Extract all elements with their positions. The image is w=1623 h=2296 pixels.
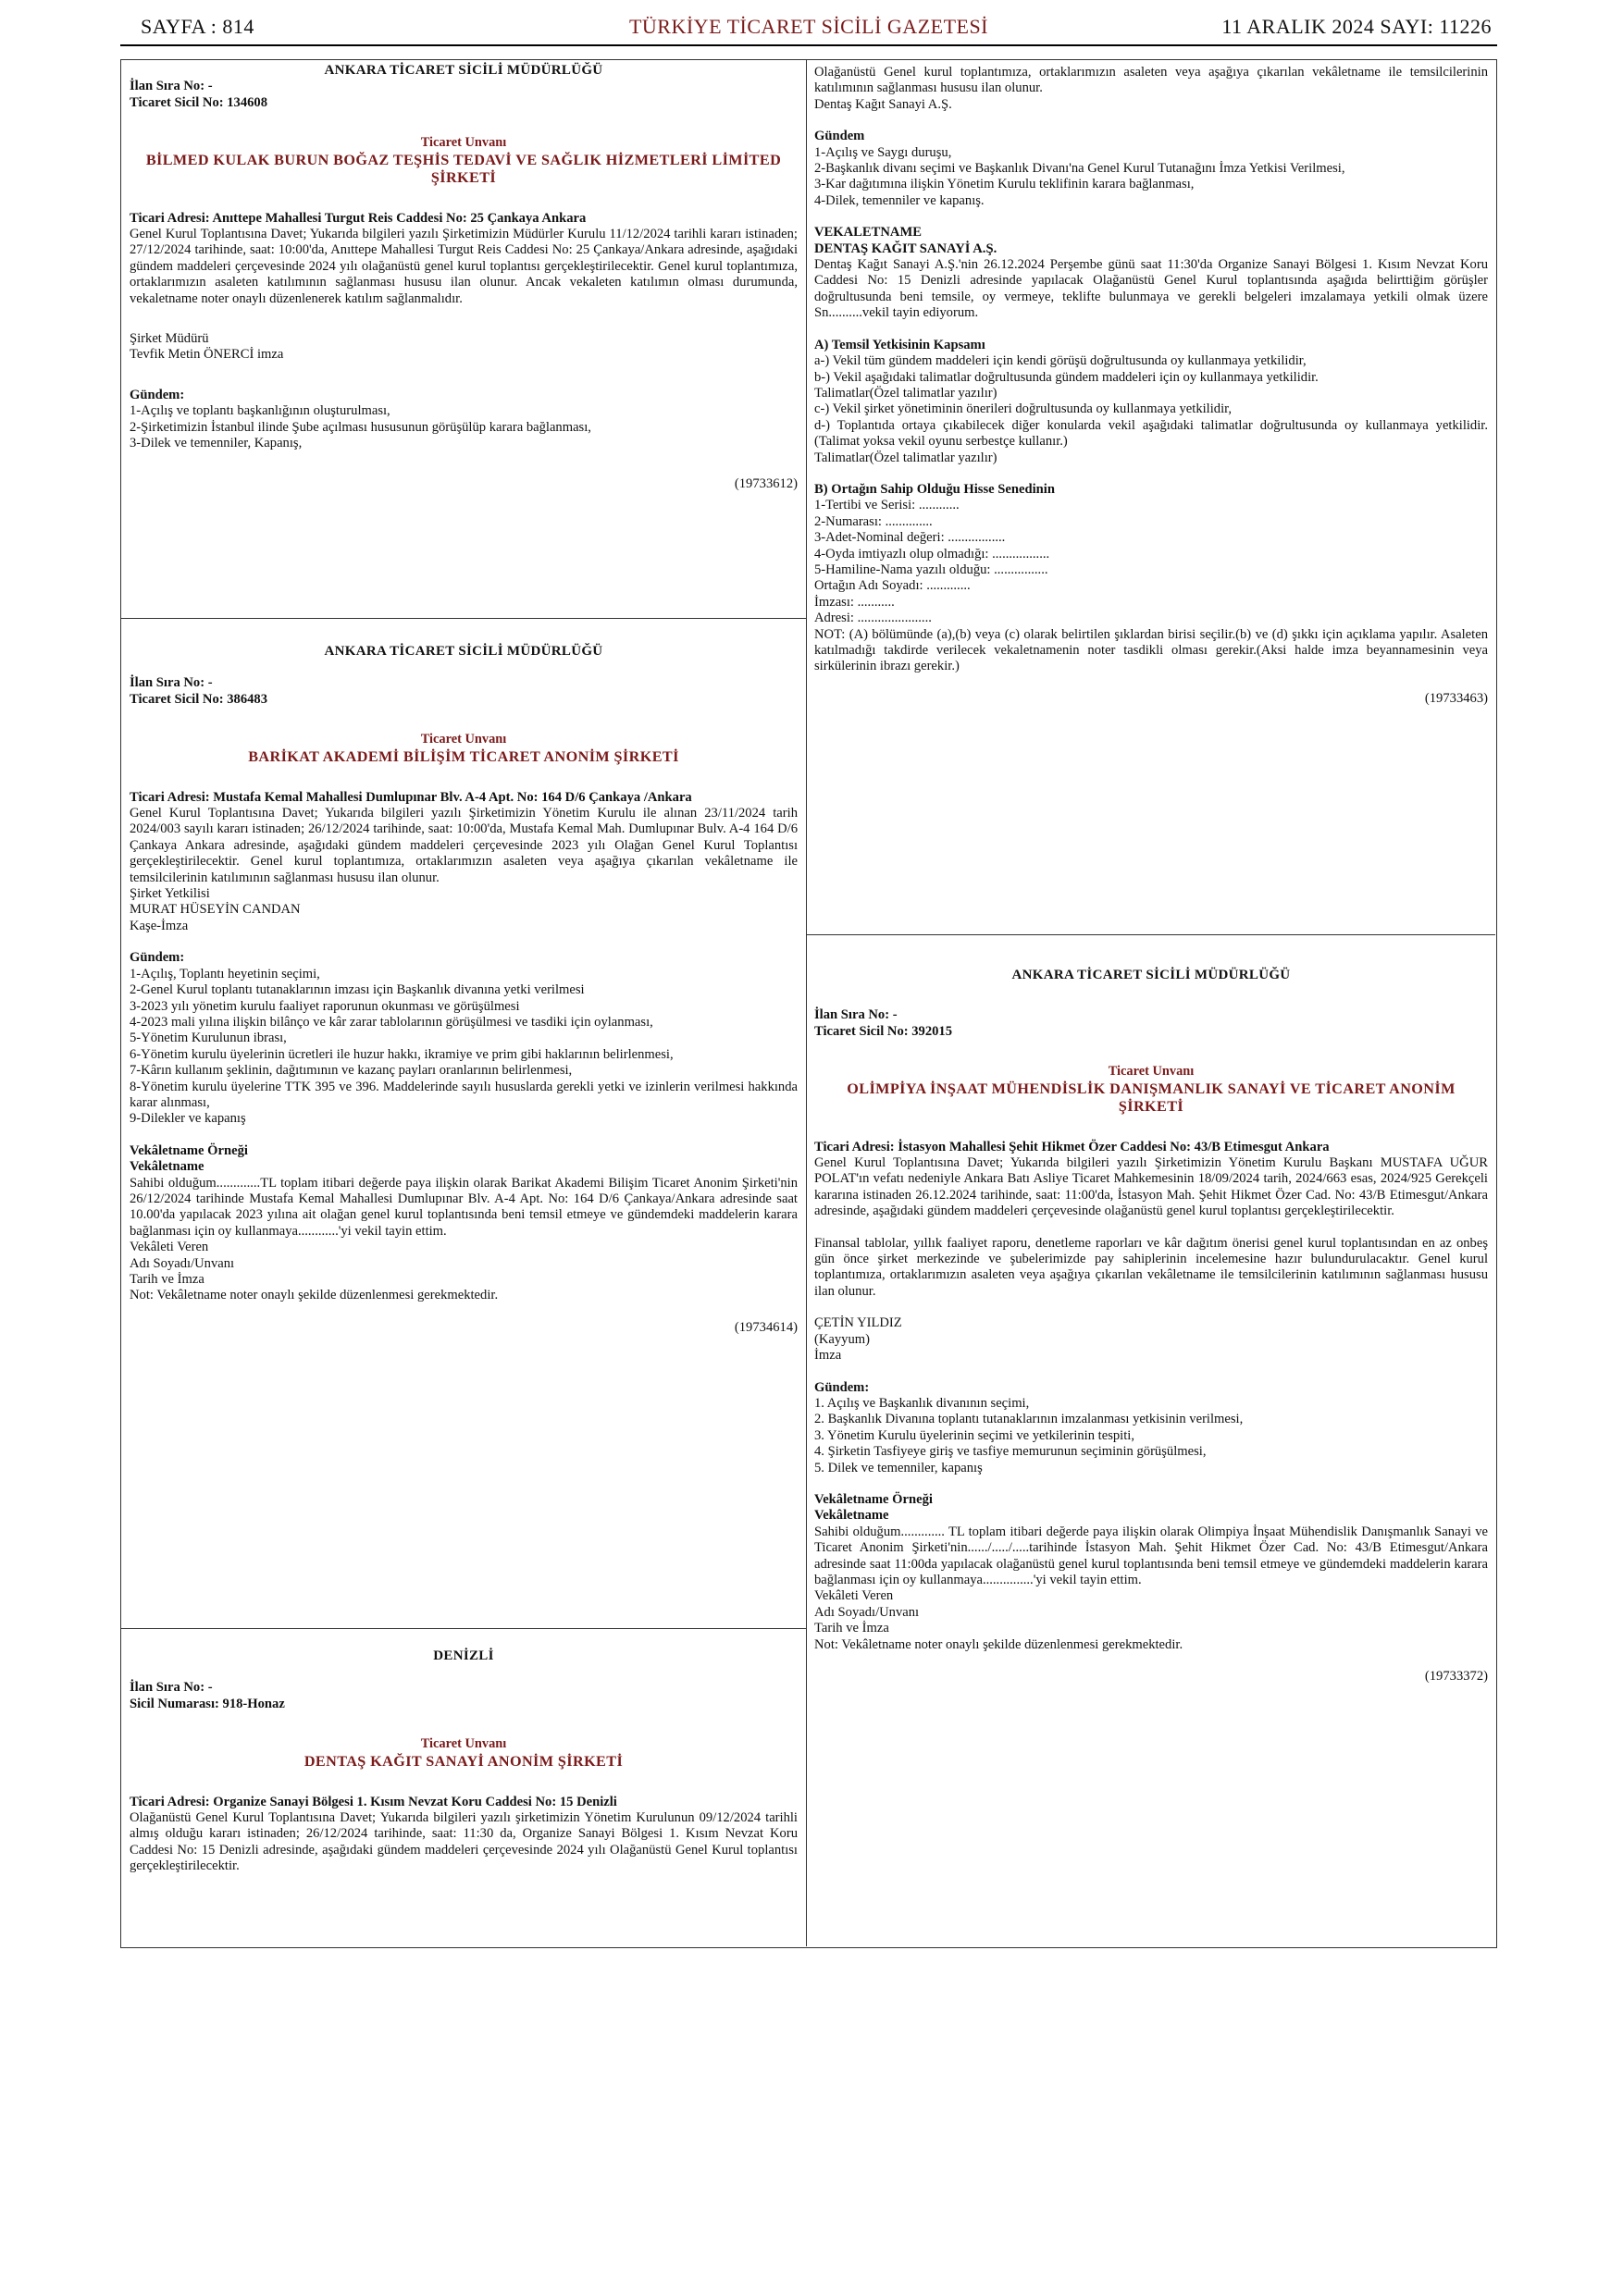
trade-name-label: Ticaret Unvanı xyxy=(1108,1064,1195,1080)
proxy-note: NOT: (A) bölümünde (a),(b) veya (c) olarak belirtilen şıklardan birisi seçilir.(b) ve (d) şıkkı için açıklama yapılır. Asaleten katılmadığı takdirde verilecek vekaletnamenin noter tasdikli olması gerekir.(Aksi halde imza beyannamesinin veya sirkülerinin ibrazı gerekir.) xyxy=(814,626,1488,674)
agenda-item: 1. Açılış ve Başkanlık divanının seçimi, xyxy=(814,1395,1030,1411)
proxy-title: VEKALETNAME xyxy=(814,225,922,241)
sicil-no: Sicil Numarası: 918-Honaz xyxy=(130,1696,285,1711)
agenda-item: 1-Açılış, Toplantı heyetinin seçimi, xyxy=(130,966,320,981)
registry-office: ANKARA TİCARET SİCİLİ MÜDÜRLÜĞÜ xyxy=(1011,968,1291,982)
proxy-line: Vekâleti Veren xyxy=(130,1240,209,1255)
proxy-note: Not: Vekâletname noter onaylı şekilde düzenlenmesi gerekmektedir. xyxy=(130,1288,499,1303)
trade-address: Ticari Adresi: Anıttepe Mahallesi Turgut Reis Caddesi No: 25 Çankaya Ankara xyxy=(130,210,587,226)
signatory-name: ÇETİN YILDIZ xyxy=(814,1315,902,1331)
proxy-line: Vekâleti Veren xyxy=(814,1588,894,1604)
agenda-item: 2-Başkanlık divanı seçimi ve Başkanlık Divanı'na Genel Kurul Tutanağını İmza Yetkisi Verilmesi, xyxy=(814,161,1345,177)
agenda-item: 5-Yönetim Kurulunun ibrası, xyxy=(130,1031,287,1046)
agenda-item: 3-Kar dağıtımına ilişkin Yönetim Kurulu teklifinin karara bağlanması, xyxy=(814,177,1195,192)
notice-body: Genel Kurul Toplantısına Davet; Yukarıda bilgileri yazılı Şirketimizin Yönetim Kurulu Başkanı MUSTAFA UĞUR POLAT'ın vefatı nedeniyle Ankara Batı Asliye Ticaret Mahkemesinin 18/09/2024 tarih, 2024/663 esas, 2024/925 Gerekçeli kararına istinaden 26.12.2024 tarihinde, saat: 11:00'da, İstasyon Mah. Şehit Hikmet Özer Cad. No: 43/B Etimesgut/Ankara adresinde, aşağıdaki gündem maddeleri çerçevesinde olağanüstü genel kurul toplantısı gerçekleştirilecektir. xyxy=(814,1155,1488,1219)
notice-ref: (19733463) xyxy=(1424,690,1488,706)
notice-body: Olağanüstü Genel kurul toplantımıza, ortaklarımızın asaleten veya aşağıya çıkarılan vekâletname ile temsilcilerinin katılımının sağlanması hususu ilan olunur. xyxy=(814,65,1488,96)
section-b-item: 2-Numarası: .............. xyxy=(814,513,933,529)
proxy-line: Adı Soyadı/Unvanı xyxy=(814,1604,920,1620)
section-b-item: 3-Adet-Nominal değeri: ................. xyxy=(814,530,1006,546)
company-name: OLİMPİYA İNŞAAT MÜHENDİSLİK DANIŞMANLIK SANAYİ VE TİCARET ANONİM ŞİRKETİ xyxy=(847,1080,1456,1115)
page-number: SAYFA : 814 xyxy=(141,15,254,38)
signatory-name: Tevfik Metin ÖNERCİ imza xyxy=(130,347,284,363)
agenda-heading: Gündem: xyxy=(130,387,185,402)
agenda-item: 2-Genel Kurul toplantı tutanaklarının imzası için Başkanlık divanına yetki verilmesi xyxy=(130,982,585,998)
signatory-name: MURAT HÜSEYİN CANDAN xyxy=(130,902,301,918)
signatory-title: Şirket Müdürü xyxy=(130,331,209,347)
notice-body: Finansal tablolar, yıllık faaliyet raporu, denetleme raporları ve kâr dağıtım önerisi genel kurul toplantısından en az onbeş gün önce şirket merkezinde ve şubelerimizde pay sahiplerinin incelemesine hazır bulundurulacaktır. Genel kurul toplantımıza, ortaklarımızın asaleten veya aşağıya çıkarılan vekâletname ile temsilcilerinin katılımının sağlanması hususu ilan olunur. xyxy=(814,1235,1488,1299)
proxy-line: Tarih ve İmza xyxy=(814,1621,889,1636)
notice-separator xyxy=(120,618,806,619)
proxy-body: Sahibi olduğum............. TL toplam itibari değerde paya ilişkin olarak Olimpiya İnşaat Mühendislik Danışmanlık Sanayi ve Ticaret Anonim Şirketi'nin....../...../.....tarihinde İstasyon Mah. Şehit Hikmet Özer Cad. No: 43/B Etimesgut/Ankara adresinde saat 11:00da yapılacak olağanüstü genel kurul toplantısında beni temsil etmeye ve gündemdeki maddelerin karara bağlanması için oy kullanmaya...............'yi vekil tayin ettim. xyxy=(814,1524,1488,1587)
proxy-company: DENTAŞ KAĞIT SANAYİ A.Ş. xyxy=(814,241,997,256)
trade-name-label: Ticaret Unvanı xyxy=(420,135,507,151)
gazette-title: TÜRKİYE TİCARET SİCİLİ GAZETESİ xyxy=(628,15,989,38)
registry-office: ANKARA TİCARET SİCİLİ MÜDÜRLÜĞÜ xyxy=(324,644,603,659)
notice-ref: (19734614) xyxy=(734,1319,798,1335)
section-b-item: 4-Oyda imtiyazlı olup olmadığı: ................. xyxy=(814,546,1050,562)
notice-ref: (19733372) xyxy=(1424,1669,1488,1684)
proxy-title: Vekâletname Örneği xyxy=(130,1142,248,1158)
ilan-no: İlan Sıra No: - xyxy=(130,1680,213,1696)
registry-office: DENİZLİ xyxy=(433,1648,494,1663)
signatory-name: Dentaş Kağıt Sanayi A.Ş. xyxy=(814,96,952,112)
proxy-subtitle: Vekâletname xyxy=(130,1159,204,1175)
registry-office: ANKARA TİCARET SİCİLİ MÜDÜRLÜĞÜ xyxy=(324,63,603,78)
company-name: DENTAŞ KAĞIT SANAYİ ANONİM ŞİRKETİ xyxy=(304,1752,624,1770)
agenda-item: 3-Dilek ve temenniler, Kapanış, xyxy=(130,436,303,451)
trade-address: Ticari Adresi: Mustafa Kemal Mahallesi Dumlupınar Blv. A-4 Apt. No: 164 D/6 Çankaya /Ankara xyxy=(130,789,692,805)
agenda-item: 1-Açılış ve toplantı başkanlığının oluşturulması, xyxy=(130,403,390,419)
proxy-subtitle: Vekâletname xyxy=(814,1508,889,1524)
agenda-item: 6-Yönetim kurulu üyelerinin ücretleri ile huzur hakkı, ikramiye ve prim gibi haklarının belirlenmesi, xyxy=(130,1046,674,1062)
trade-address: Ticari Adresi: Organize Sanayi Bölgesi 1. Kısım Nevzat Koru Caddesi No: 15 Denizli xyxy=(130,1794,617,1809)
ilan-no: İlan Sıra No: - xyxy=(130,79,213,94)
notice-separator xyxy=(120,1628,806,1629)
agenda-item: 9-Dilekler ve kapanış xyxy=(130,1111,246,1127)
notice-body: Genel Kurul Toplantısına Davet; Yukarıda bilgileri yazılı Şirketimizin Müdürler Kurulu 11/12/2024 tarihli kararı istinaden; 27/12/2024 tarihinde, saat: 10:00'da, Anıttepe Mahallesi Turgut Reis Caddesi No: 25 Çankaya/Ankara adresinde, aşağıdaki gündem maddeleri çerçevesinde 2024 yılı olağanüstü genel kurul toplantısı gerçekleştirilecektir. Genel kurul toplantımıza, ortaklarımızın asaleten katılımının sağlanması hususu ilan olunur. Ancak vekaleten katılımın olması durumunda, vekaletname noter onaylı düzenlenerek katılım sağlanmalıdır. xyxy=(130,227,798,306)
section-a-item: Talimatlar(Özel talimatlar yazılır) xyxy=(814,385,997,401)
section-a-item: d-) Toplantıda ortaya çıkabilecek diğer konularda vekil aşağıdaki talimatlar doğrultusunda oy kullanmaya yetkilidir. (Talimat yoksa vekil oyunu serbestçe kullanır.) xyxy=(814,417,1488,450)
notice-barikat xyxy=(130,644,798,1336)
section-b-item: Ortağın Adı Soyadı: ............. xyxy=(814,578,971,594)
notice-dentas-continued xyxy=(814,65,1488,707)
signatory-signature: İmza xyxy=(814,1348,842,1364)
section-b-item: 1-Tertibi ve Serisi: ............ xyxy=(814,498,960,513)
trade-address: Ticari Adresi: İstasyon Mahallesi Şehit Hikmet Özer Caddesi No: 43/B Etimesgut Ankara xyxy=(814,1139,1330,1154)
section-b-item: Adresi: ...................... xyxy=(814,611,932,626)
section-a-item: a-) Vekil tüm gündem maddeleri için kendi görüşü doğrultusunda oy kullanmaya yetkilidir, xyxy=(814,353,1307,369)
agenda-item: 1-Açılış ve Saygı duruşu, xyxy=(814,144,952,160)
proxy-line: Tarih ve İmza xyxy=(130,1272,204,1287)
ilan-no: İlan Sıra No: - xyxy=(814,1007,898,1023)
sicil-no: Ticaret Sicil No: 134608 xyxy=(130,94,268,110)
proxy-line: Adı Soyadı/Unvanı xyxy=(130,1255,235,1271)
header-rule xyxy=(120,44,1497,46)
agenda-item: 8-Yönetim kurulu üyelerine TTK 395 ve 396. Maddelerinde sayılı hususlarda gerekli yetki ve izinlerin verilmesi hakkında karar alınması, xyxy=(130,1079,798,1110)
notice-dentas xyxy=(130,1648,798,1875)
section-a-item: b-) Vekil aşağıdaki talimatlar doğrultusunda gündem maddeleri için oy kullanmaya yetkilidir. xyxy=(814,369,1319,385)
section-b-item: İmzası: ........... xyxy=(814,594,895,610)
sicil-no: Ticaret Sicil No: 392015 xyxy=(814,1023,953,1039)
page-header xyxy=(120,9,1497,46)
company-name: BİLMED KULAK BURUN BOĞAZ TEŞHİS TEDAVİ VE SAĞLIK HİZMETLERİ LİMİTED ŞİRKETİ xyxy=(145,151,782,186)
issue-date: 11 ARALIK 2024 SAYI: 11226 xyxy=(1221,15,1492,38)
section-a-item: c-) Vekil şirket yönetiminin önerileri doğrultusunda oy kullanmaya yetkilidir, xyxy=(814,401,1233,417)
company-name: BARİKAT AKADEMİ BİLİŞİM TİCARET ANONİM ŞİRKETİ xyxy=(248,747,679,765)
section-b-heading: B) Ortağın Sahip Olduğu Hisse Senedinin xyxy=(814,481,1055,497)
notice-body: Olağanüstü Genel Kurul Toplantısına Davet; Yukarıda bilgileri yazılı şirketimizin Yönetim Kurulunun 09/12/2024 tarihli almış olduğu kararı istinaden; 26/12/2024 tarihinde, saat: 11:30 da, Organize Sanayi Bölgesi 1. Kısım Nevzat Koru Caddesi No: 15 Denizli adresinde, aşağıdaki gündem maddeleri çerçevesinde 2024 yılı Olağanüstü Genel Kurul toplantısı gerçekleştirilecektir. xyxy=(130,1810,798,1874)
agenda-item: 4-2023 mali yılına ilişkin bilânço ve kâr zarar tablolarının görüşülmesi ve tasdiki için oylanması, xyxy=(130,1014,653,1030)
ilan-no: İlan Sıra No: - xyxy=(130,675,213,691)
proxy-body: Dentaş Kağıt Sanayi A.Ş.'nin 26.12.2024 Perşembe günü saat 11:30'da Organize Sanayi Bölgesi 1. Kısım Nevzat Koru Caddesi No: 15 Denizli adresinde yapılacak Olağanüstü Genel Kurul toplantısında aşağıda belirttiğim görüşler doğrultusunda beni temsile, oy vermeye, teklifte bulunmaya ve gerekli belgeleri imzalamaya yetkili olmak üzere Sn..........vekil tayin ediyorum. xyxy=(814,257,1488,321)
sicil-no: Ticaret Sicil No: 386483 xyxy=(130,691,268,707)
signatory-title: Şirket Yetkilisi xyxy=(130,886,210,902)
signatory-stamp: Kaşe-İmza xyxy=(130,918,189,933)
agenda-item: 2. Başkanlık Divanına toplantı tutanaklarının imzalanması yetkisinin verilmesi, xyxy=(814,1412,1244,1427)
notice-bilmed xyxy=(130,63,798,492)
column-divider xyxy=(806,59,807,1946)
agenda-item: 4-Dilek, temenniler ve kapanış. xyxy=(814,192,985,208)
notice-olimpiya xyxy=(814,968,1488,1685)
notice-ref: (19733612) xyxy=(734,475,798,491)
agenda-item: 4. Şirketin Tasfiyeye giriş ve tasfiye memurunun seçiminin görüşülmesi, xyxy=(814,1444,1207,1460)
proxy-body: Sahibi olduğum.............TL toplam itibari değerde paya ilişkin olarak Barikat Akademi Bilişim Ticaret Anonim Şirketi'nin 26/12/2024 tarihinde Mustafa Kemal Mahallesi Dumlupınar Blv. A-4 Apt. No: 164 D/6 Çankaya/Ankara adresinde saat 10.00'da yapılacak 2023 yılına ait olağan genel kurul toplantısında beni temsil etmeye ve gündemdeki maddelerin karara bağlanması için oy kullanmaya............'yi vekil tayin ettim. xyxy=(130,1175,798,1239)
notice-body: Genel Kurul Toplantısına Davet; Yukarıda bilgileri yazılı Şirketimizin Yönetim Kurulu ile alınan 23/11/2024 tarih 2024/003 sayılı kararı istinaden; 26/12/2024 tarihinde, saat: 10:00'da, Mustafa Kemal Mah. Dumlupınar Bulv. A-4 164 D/6 Çankaya Ankara adresinde, aşağıdaki gündem maddeleri çerçevesinde 2023 yılı Olağan Genel Kurul Toplantısı gerçekleştirilecektir. Genel kurul toplantımıza, ortaklarımızın asaleten veya aşağıya çıkarılan vekâletname ile temsilcilerinin katılımının sağlanması hususu ilan olunur. xyxy=(130,806,798,885)
agenda-heading: Gündem: xyxy=(814,1379,870,1395)
agenda-heading: Gündem: xyxy=(130,950,185,966)
signatory-title: (Kayyum) xyxy=(814,1331,870,1347)
proxy-note: Not: Vekâletname noter onaylı şekilde düzenlenmesi gerekmektedir. xyxy=(814,1636,1183,1652)
agenda-item: 3-2023 yılı yönetim kurulu faaliyet raporunun okunması ve görüşülmesi xyxy=(130,998,520,1014)
notice-separator xyxy=(806,934,1495,935)
agenda-item: 3. Yönetim Kurulu üyelerinin seçimi ve yetkilerinin tespiti, xyxy=(814,1427,1134,1443)
agenda-item: 5. Dilek ve temenniler, kapanış xyxy=(814,1460,983,1475)
agenda-item: 2-Şirketimizin İstanbul ilinde Şube açılması hususunun görüşülüp karara bağlanması, xyxy=(130,419,591,435)
proxy-title: Vekâletname Örneği xyxy=(814,1491,933,1507)
section-a-item: Talimatlar(Özel talimatlar yazılır) xyxy=(814,450,997,465)
section-b-item: 5-Hamiline-Nama yazılı olduğu: ................ xyxy=(814,562,1048,577)
trade-name-label: Ticaret Unvanı xyxy=(420,1736,507,1752)
trade-name-label: Ticaret Unvanı xyxy=(420,732,507,747)
agenda-heading: Gündem xyxy=(814,129,865,144)
agenda-item: 7-Kârın kullanım şeklinin, dağıtımının ve kazanç payları oranlarının belirlenmesi, xyxy=(130,1063,573,1079)
section-a-heading: A) Temsil Yetkisinin Kapsamı xyxy=(814,337,985,352)
